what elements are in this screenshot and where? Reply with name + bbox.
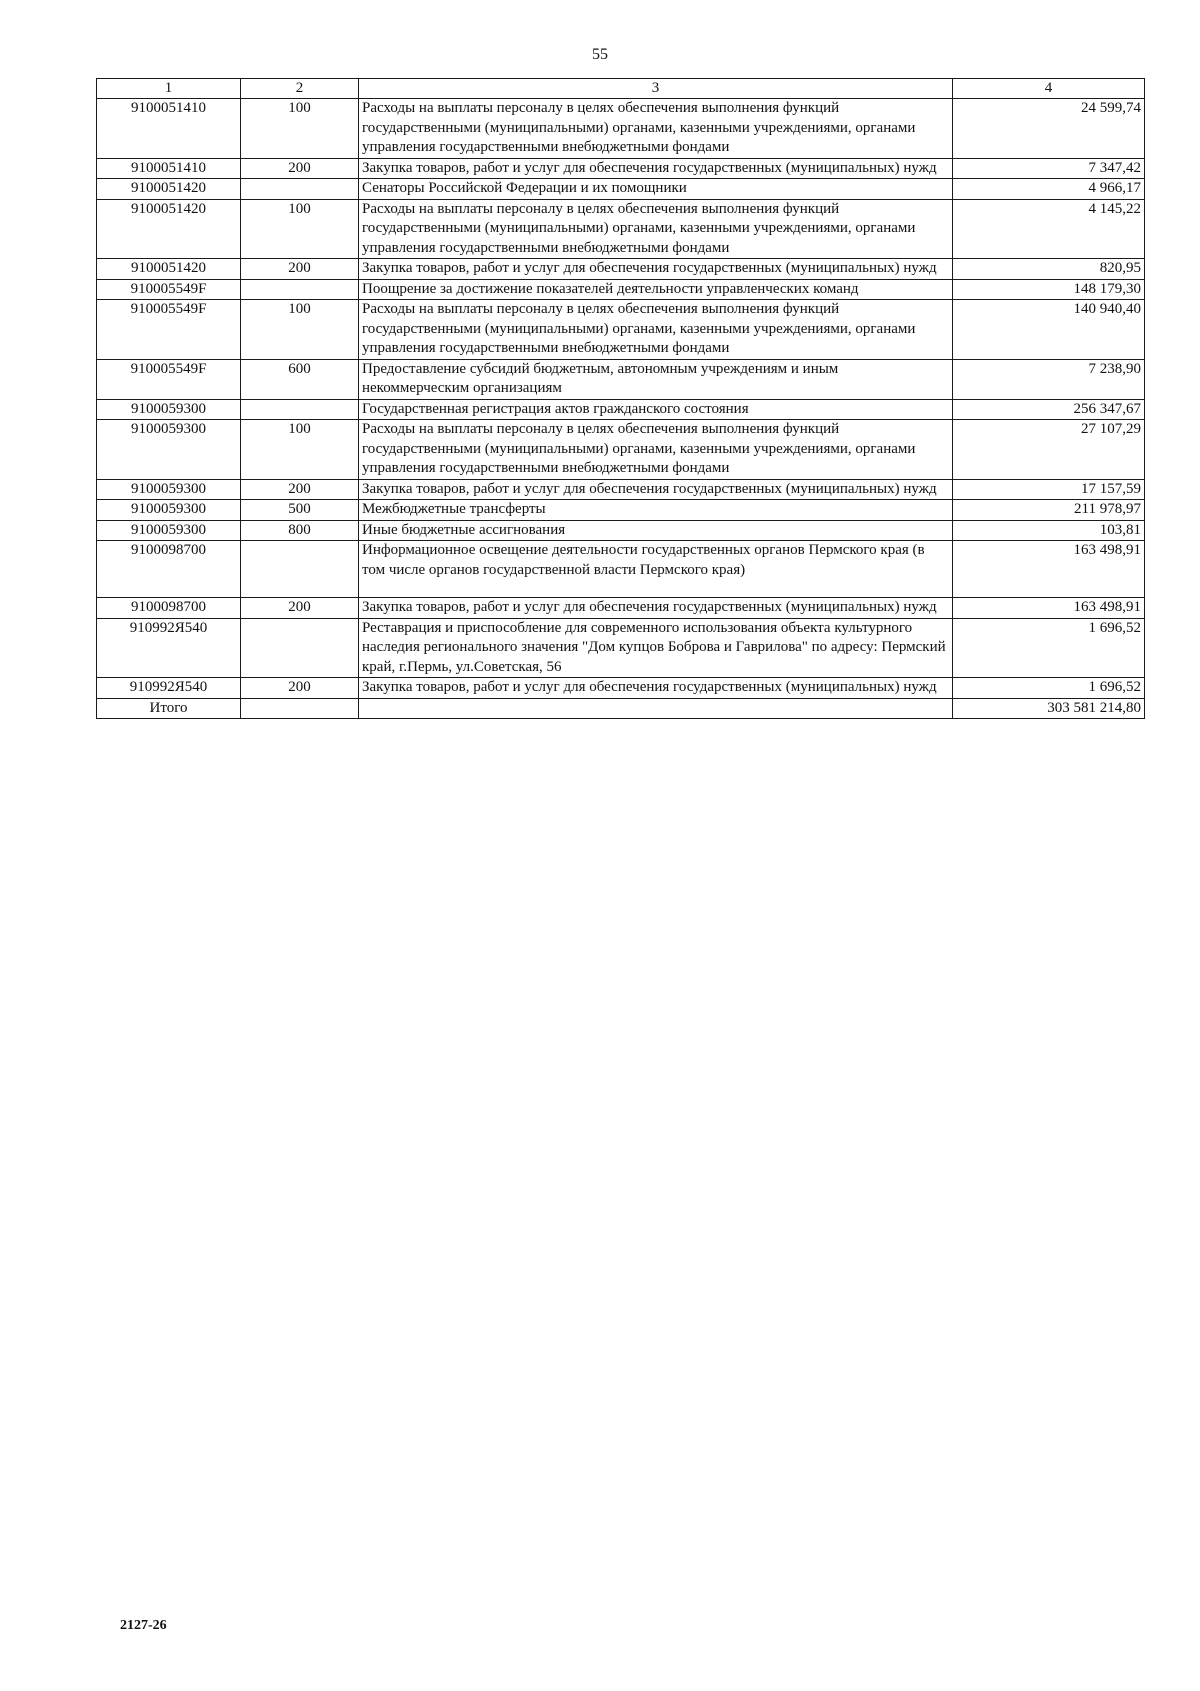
row-expense-type (241, 179, 359, 200)
row-amount: 27 107,29 (953, 420, 1145, 480)
header-col-3: 3 (359, 79, 953, 99)
row-expense-type: 200 (241, 598, 359, 619)
row-name: Поощрение за достижение показателей деятельности управленческих команд (359, 279, 953, 300)
row-code: 9100059300 (97, 500, 241, 521)
table-row (97, 500, 1145, 521)
row-name: Государственная регистрация актов гражданского состояния (359, 399, 953, 420)
row-amount: 7 347,42 (953, 158, 1145, 179)
row-expense-type: 100 (241, 199, 359, 259)
total-amount: 303 581 214,80 (953, 698, 1145, 719)
row-expense-type: 200 (241, 158, 359, 179)
row-code: 910005549F (97, 279, 241, 300)
total-label: Итого (97, 698, 241, 719)
table-row (97, 179, 1145, 200)
table-row (97, 99, 1145, 159)
row-name: Межбюджетные трансферты (359, 500, 953, 521)
row-name: Информационное освещение деятельности государственных органов Пермского края (в том числе органов государственной власти Пермского края) (359, 541, 953, 598)
row-code: 9100059300 (97, 420, 241, 480)
table-row (97, 678, 1145, 699)
row-amount: 4 966,17 (953, 179, 1145, 200)
page-number: 55 (592, 46, 608, 63)
table-row (97, 541, 1145, 598)
row-name: Закупка товаров, работ и услуг для обеспечения государственных (муниципальных) нужд (359, 678, 953, 699)
row-amount: 7 238,90 (953, 359, 1145, 399)
row-code: 910005549F (97, 300, 241, 360)
row-code: 9100051410 (97, 99, 241, 159)
row-expense-type: 100 (241, 99, 359, 159)
table-row (97, 300, 1145, 360)
row-name: Реставрация и приспособление для современного использования объекта культурного наследия регионального значения "Дом купцов Боброва и Гаврилова" по адресу: Пермский край, г.Пермь, ул.Советская, 56 (359, 618, 953, 678)
table-row (97, 199, 1145, 259)
row-code: 9100059300 (97, 399, 241, 420)
row-code: 9100051420 (97, 199, 241, 259)
row-expense-type (241, 279, 359, 300)
row-amount: 17 157,59 (953, 479, 1145, 500)
row-expense-type (241, 399, 359, 420)
row-expense-type: 200 (241, 678, 359, 699)
table-row (97, 520, 1145, 541)
header-col-4: 4 (953, 79, 1145, 99)
table-row (97, 279, 1145, 300)
row-expense-type: 600 (241, 359, 359, 399)
table-row (97, 399, 1145, 420)
row-amount: 103,81 (953, 520, 1145, 541)
total-row (97, 698, 1145, 719)
row-name: Закупка товаров, работ и услуг для обеспечения государственных (муниципальных) нужд (359, 158, 953, 179)
row-expense-type: 200 (241, 479, 359, 500)
total-empty-cell (359, 698, 953, 719)
row-code: 9100051420 (97, 179, 241, 200)
header-row (97, 79, 1145, 99)
row-name: Закупка товаров, работ и услуг для обеспечения государственных (муниципальных) нужд (359, 598, 953, 619)
table-row (97, 479, 1145, 500)
row-amount: 140 940,40 (953, 300, 1145, 360)
table-row (97, 420, 1145, 480)
row-expense-type: 200 (241, 259, 359, 280)
row-amount: 24 599,74 (953, 99, 1145, 159)
row-expense-type: 800 (241, 520, 359, 541)
header-col-2: 2 (241, 79, 359, 99)
row-code: 910992Я540 (97, 678, 241, 699)
row-code: 9100098700 (97, 598, 241, 619)
document-code: 2127-26 (120, 1618, 167, 1633)
row-amount: 256 347,67 (953, 399, 1145, 420)
row-name: Расходы на выплаты персоналу в целях обеспечения выполнения функций государственными (муниципальными) органами, казенными учреждениями, органами управления государственными внебюджетными фондами (359, 199, 953, 259)
row-code: 9100059300 (97, 520, 241, 541)
row-expense-type (241, 618, 359, 678)
row-name: Расходы на выплаты персоналу в целях обеспечения выполнения функций государственными (муниципальными) органами, казенными учреждениями, органами управления государственными внебюджетными фондами (359, 420, 953, 480)
total-empty-cell (241, 698, 359, 719)
row-amount: 1 696,52 (953, 678, 1145, 699)
row-amount: 163 498,91 (953, 598, 1145, 619)
row-code: 910992Я540 (97, 618, 241, 678)
row-code: 9100098700 (97, 541, 241, 598)
header-col-1: 1 (97, 79, 241, 99)
row-expense-type: 100 (241, 300, 359, 360)
row-name: Закупка товаров, работ и услуг для обеспечения государственных (муниципальных) нужд (359, 259, 953, 280)
row-amount: 211 978,97 (953, 500, 1145, 521)
row-name: Расходы на выплаты персоналу в целях обеспечения выполнения функций государственными (муниципальными) органами, казенными учреждениями, органами управления государственными внебюджетными фондами (359, 99, 953, 159)
row-code: 910005549F (97, 359, 241, 399)
table-row (97, 259, 1145, 280)
row-name: Предоставление субсидий бюджетным, автономным учреждениям и иным некоммерческим организациям (359, 359, 953, 399)
row-name: Закупка товаров, работ и услуг для обеспечения государственных (муниципальных) нужд (359, 479, 953, 500)
table-row (97, 158, 1145, 179)
row-expense-type: 500 (241, 500, 359, 521)
row-expense-type (241, 541, 359, 598)
row-amount: 4 145,22 (953, 199, 1145, 259)
row-name: Расходы на выплаты персоналу в целях обеспечения выполнения функций государственными (муниципальными) органами, казенными учреждениями, органами управления государственными внебюджетными фондами (359, 300, 953, 360)
row-amount: 163 498,91 (953, 541, 1145, 598)
row-name: Сенаторы Российской Федерации и их помощники (359, 179, 953, 200)
table-row (97, 618, 1145, 678)
row-amount: 1 696,52 (953, 618, 1145, 678)
budget-table (96, 78, 1145, 719)
row-code: 9100051420 (97, 259, 241, 280)
row-code: 9100059300 (97, 479, 241, 500)
row-amount: 148 179,30 (953, 279, 1145, 300)
row-amount: 820,95 (953, 259, 1145, 280)
row-code: 9100051410 (97, 158, 241, 179)
table-row (97, 598, 1145, 619)
row-expense-type: 100 (241, 420, 359, 480)
table-row (97, 359, 1145, 399)
row-name: Иные бюджетные ассигнования (359, 520, 953, 541)
